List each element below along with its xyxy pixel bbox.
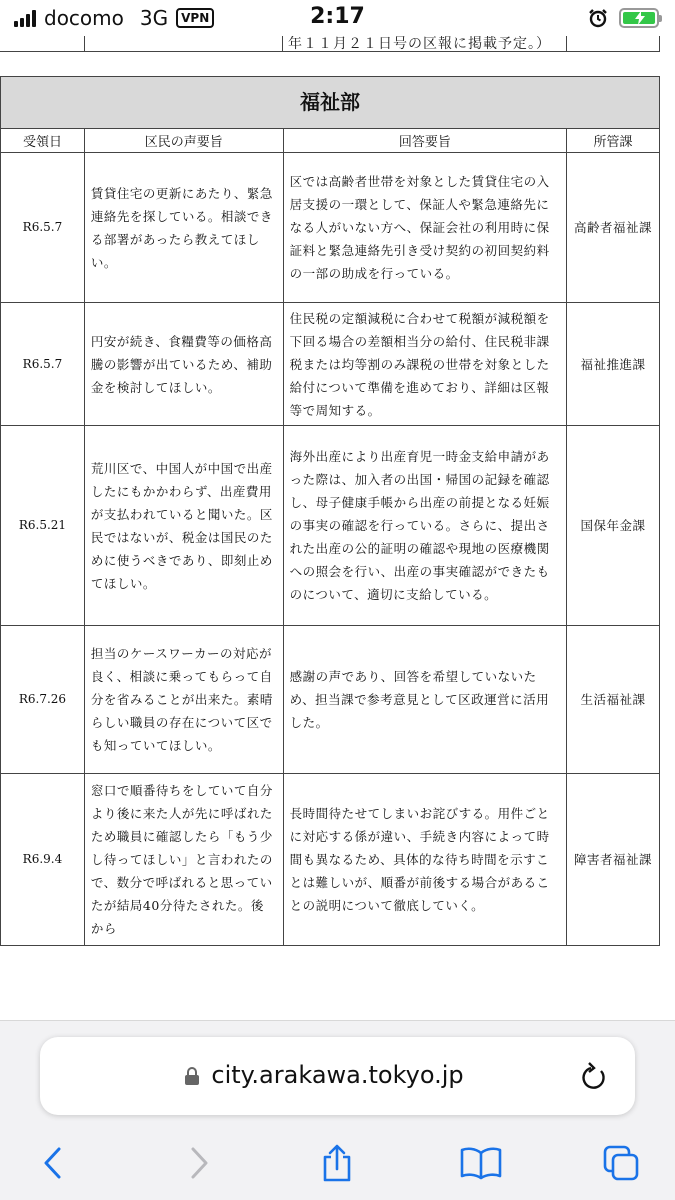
- battery-icon: [619, 8, 659, 28]
- network-type: 3G: [139, 6, 169, 30]
- cell-date: R6.5.7: [1, 153, 85, 303]
- tabs-icon: [601, 1143, 641, 1183]
- status-bar: [0, 0, 675, 36]
- welfare-department-table: [0, 76, 660, 946]
- status-right: [587, 7, 659, 29]
- forward-button[interactable]: [174, 1141, 224, 1185]
- table-row: [1, 774, 660, 946]
- table-row: [1, 426, 660, 626]
- cell-answer: 住民税の定額減税に合わせて税額が減税額を下回る場合の差額相当分の給付、住民税非課税または均等割のみ課税の世帯を対象とした給付について準備を進めており、詳細は区報等で周知する。: [283, 303, 567, 426]
- back-button[interactable]: [28, 1141, 78, 1185]
- cell-date: R6.9.4: [1, 774, 85, 946]
- header-voice: 区民の声要旨: [84, 129, 283, 153]
- cell-date: R6.7.26: [1, 626, 85, 774]
- header-date: 受領日: [1, 129, 85, 153]
- reload-icon[interactable]: [579, 1059, 609, 1093]
- vpn-badge: VPN: [176, 8, 214, 28]
- section-title: 福祉部: [1, 77, 660, 129]
- previous-row-text: 年１１月２１日号の区報に掲載予定。）: [288, 36, 551, 52]
- cell-dept: 高齢者福祉課: [567, 153, 660, 303]
- carrier-name: docomo: [44, 6, 124, 30]
- tabs-button[interactable]: [596, 1141, 646, 1185]
- cell-dept: 障害者福祉課: [567, 774, 660, 946]
- cell-answer: 海外出産により出産育児一時金支給申請があった際は、加入者の出国・帰国の記録を確認し、母子健康手帳から出産の前提となる妊娠の事実の確認を行っている。さらに、提出された出産の公的証明の確認や現地の医療機関への照会を行い、出産の事実確認ができたものについて、適切に支給している。: [283, 426, 567, 626]
- cell-dept: 国保年金課: [567, 426, 660, 626]
- cell-voice: 担当のケースワーカーの対応が良く、相談に乗ってもらって自分を省みることが出来た。素晴らしい職員の存在について区でも知っていてほしい。: [84, 626, 283, 774]
- cell-dept: 福祉推進課: [567, 303, 660, 426]
- address-bar[interactable]: [40, 1037, 635, 1115]
- url-text[interactable]: city.arakawa.tokyo.jp: [211, 1061, 464, 1089]
- cell-date: R6.5.7: [1, 303, 85, 426]
- cell-answer: 区では高齢者世帯を対象とした賃貸住宅の入居支援の一環として、保証人や緊急連絡先になる人がいない方へ、保証会社の利用時に保証料と緊急連絡先引き受け契約の初回契約料の一部の助成を行っている。: [283, 153, 567, 303]
- cell-answer: 感謝の声であり、回答を希望していないため、担当課で参考意見として区政運営に活用した。: [283, 626, 567, 774]
- column-headers: [1, 129, 660, 153]
- cell-dept: 生活福祉課: [567, 626, 660, 774]
- browser-toolbar: [0, 1141, 675, 1191]
- share-icon: [320, 1143, 354, 1183]
- table-row: [1, 153, 660, 303]
- forward-chevron-icon: [187, 1145, 211, 1181]
- browser-bottom-bar: [0, 1020, 675, 1200]
- alarm-clock-icon: [587, 7, 609, 29]
- cell-voice: 賃貸住宅の更新にあたり、緊急連絡先を探している。相談できる部署があったら教えてほしい。: [84, 153, 283, 303]
- charging-bolt-icon: [633, 11, 647, 25]
- cell-date: R6.5.21: [1, 426, 85, 626]
- cell-voice: 荒川区で、中国人が中国で出産したにもかかわらず、出産費用が支払われていると聞いた。区民ではないが、税金は国民のために使うべきであり、即刻止めてほしい。: [84, 426, 283, 626]
- clock: 2:17: [310, 4, 365, 29]
- header-answer: 回答要旨: [283, 129, 567, 153]
- back-chevron-icon: [41, 1145, 65, 1181]
- table-row: [1, 626, 660, 774]
- cell-voice: 円安が続き、食糧費等の価格高騰の影響が出ているため、補助金を検討してほしい。: [84, 303, 283, 426]
- cell-answer: 長時間待たせてしまいお詫びする。用件ごとに対応する係が違い、手続き内容によって時間も異なるため、具体的な待ち時間を示すことは難しいが、順番が前後する場合があることの説明について徹底していく。: [283, 774, 567, 946]
- header-dept: 所管課: [567, 129, 660, 153]
- share-button[interactable]: [312, 1141, 362, 1185]
- book-icon: [459, 1145, 503, 1181]
- bookmarks-button[interactable]: [456, 1141, 506, 1185]
- table-row: [1, 303, 660, 426]
- cell-voice: 窓口で順番待ちをしていて自分より後に来た人が先に呼ばれたため職員に確認したら「もう少し待ってほしい」と言われたので、数分で呼ばれると思っていたが結局40分待たされた。後から: [84, 774, 283, 946]
